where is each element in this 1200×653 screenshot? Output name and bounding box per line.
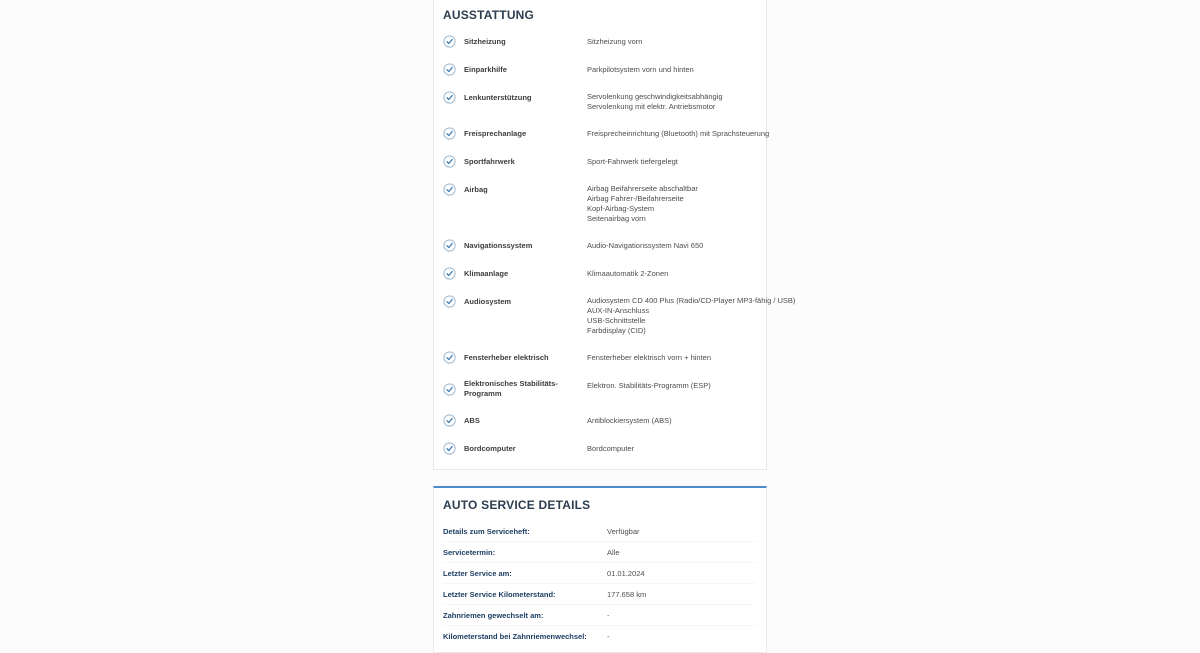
service-detail-list bbox=[443, 521, 756, 646]
feature-value-line: Airbag Fahrer-/Beifahrerseite bbox=[587, 194, 684, 203]
feature-row-left bbox=[443, 267, 587, 280]
check-circle-icon bbox=[443, 295, 456, 308]
feature-values bbox=[587, 379, 711, 391]
feature-value-line: USB-Schnittstelle bbox=[587, 316, 646, 325]
feature-row bbox=[443, 91, 756, 112]
feature-row-left bbox=[443, 442, 587, 455]
check-circle-icon bbox=[443, 63, 456, 76]
feature-label: Navigationssystem bbox=[464, 240, 533, 250]
feature-row bbox=[443, 442, 756, 455]
feature-label: Airbag bbox=[464, 184, 488, 194]
feature-value-line: Airbag Beifahrerseite abschaltbar bbox=[587, 184, 698, 193]
service-detail-label: Letzter Service am: bbox=[443, 568, 512, 578]
feature-value-line: Klimaautomatik 2-Zonen bbox=[587, 269, 669, 278]
feature-value-line: Sport-Fahrwerk tiefergelegt bbox=[587, 157, 678, 166]
feature-row bbox=[443, 35, 756, 48]
feature-row-left bbox=[443, 183, 587, 196]
check-circle-icon bbox=[443, 239, 456, 252]
service-detail-row bbox=[443, 584, 756, 605]
feature-value-line: Sitzheizung vorn bbox=[587, 37, 643, 46]
service-detail-label: Zahnriemen gewechselt am: bbox=[443, 610, 544, 620]
feature-value-line: Audiosystem CD 400 Plus (Radio/CD-Player MP3-fähig / USB) bbox=[587, 296, 796, 305]
service-detail-value: Alle bbox=[607, 547, 620, 557]
service-detail-row bbox=[443, 542, 756, 563]
feature-values bbox=[587, 351, 711, 363]
feature-row-left bbox=[443, 63, 587, 76]
feature-row bbox=[443, 351, 756, 364]
feature-values bbox=[587, 35, 642, 47]
feature-row-left bbox=[443, 379, 587, 399]
feature-row-left bbox=[443, 351, 587, 364]
feature-row bbox=[443, 127, 770, 140]
feature-row bbox=[443, 239, 756, 252]
feature-values bbox=[587, 295, 795, 336]
feature-row-left bbox=[443, 127, 587, 140]
equipment-card bbox=[433, 0, 796, 470]
feature-values bbox=[587, 91, 723, 112]
feature-row-left bbox=[443, 239, 587, 252]
feature-value-line: Audio-Navigationssystem Navi 650 bbox=[587, 241, 704, 250]
feature-values bbox=[587, 414, 672, 426]
service-section-title: AUTO SERVICE DETAILS bbox=[443, 498, 591, 512]
check-circle-icon bbox=[443, 383, 456, 396]
feature-row bbox=[443, 379, 756, 399]
feature-label: Audiosystem bbox=[464, 296, 512, 306]
feature-value-line: Parkpilotsystem vorn und hinten bbox=[587, 65, 694, 74]
feature-row bbox=[443, 295, 796, 336]
feature-row-left bbox=[443, 91, 587, 104]
feature-label: Freisprechanlage bbox=[464, 128, 527, 138]
check-circle-icon bbox=[443, 127, 456, 140]
check-circle-icon bbox=[443, 155, 456, 168]
service-detail-value: 177.658 km bbox=[607, 589, 647, 599]
feature-row-left bbox=[443, 295, 587, 308]
service-detail-value: 01.01.2024 bbox=[607, 568, 645, 578]
service-detail-label: Letzter Service Kilometerstand: bbox=[443, 589, 556, 599]
feature-label: Lenkunterstützung bbox=[464, 92, 532, 102]
feature-row-left bbox=[443, 155, 587, 168]
service-detail-row bbox=[443, 563, 756, 584]
service-detail-row bbox=[443, 605, 756, 626]
check-circle-icon bbox=[443, 183, 456, 196]
vehicle-details-column bbox=[433, 0, 796, 653]
feature-label: Bordcomputer bbox=[464, 443, 516, 453]
feature-row-left bbox=[443, 35, 587, 48]
service-detail-value: Verfügbar bbox=[607, 526, 640, 536]
feature-value-line: Freisprecheinrichtung (Bluetooth) mit Sprachsteuerung bbox=[587, 129, 770, 138]
feature-row bbox=[443, 414, 756, 427]
service-detail-label: Servicetermin: bbox=[443, 547, 496, 557]
feature-value-line: AUX-IN-Anschluss bbox=[587, 306, 650, 315]
feature-values bbox=[587, 239, 703, 251]
feature-label: Einparkhilfe bbox=[464, 64, 507, 74]
feature-label: Elektronisches Stabilitäts-Programm bbox=[464, 379, 558, 398]
feature-value-line: Bordcomputer bbox=[587, 444, 635, 453]
feature-value-line: Kopf-Airbag-System bbox=[587, 204, 655, 213]
feature-label: Sportfahrwerk bbox=[464, 156, 515, 166]
service-detail-label: Kilometerstand bei Zahnriemenwechsel: bbox=[443, 631, 587, 641]
feature-values bbox=[587, 183, 698, 224]
feature-value-line: Elektron. Stabilitäts-Programm (ESP) bbox=[587, 381, 711, 390]
feature-row bbox=[443, 63, 756, 76]
feature-values bbox=[587, 155, 678, 167]
check-circle-icon bbox=[443, 91, 456, 104]
check-circle-icon bbox=[443, 414, 456, 427]
feature-list bbox=[443, 35, 796, 455]
feature-value-line: Antiblockiersystem (ABS) bbox=[587, 416, 672, 425]
service-details-card bbox=[433, 486, 767, 653]
feature-values bbox=[587, 63, 694, 75]
service-detail-value: - bbox=[607, 631, 610, 641]
feature-row-left bbox=[443, 414, 587, 427]
feature-value-line: Servolenkung mit elektr. Antriebsmotor bbox=[587, 102, 716, 111]
service-detail-row bbox=[443, 521, 756, 542]
feature-values bbox=[587, 267, 668, 279]
feature-value-line: Farbdisplay (CID) bbox=[587, 326, 646, 335]
feature-label: Fensterheber elektrisch bbox=[464, 352, 549, 362]
feature-values bbox=[587, 127, 769, 139]
service-detail-value: - bbox=[607, 610, 610, 620]
service-detail-label: Details zum Serviceheft: bbox=[443, 526, 530, 536]
feature-label: Sitzheizung bbox=[464, 36, 506, 46]
feature-label: ABS bbox=[464, 415, 480, 425]
check-circle-icon bbox=[443, 351, 456, 364]
check-circle-icon bbox=[443, 442, 456, 455]
feature-row bbox=[443, 155, 756, 168]
service-detail-row bbox=[443, 626, 756, 646]
equipment-section-title: AUSSTATTUNG bbox=[443, 8, 535, 22]
feature-row bbox=[443, 267, 756, 280]
feature-row bbox=[443, 183, 756, 224]
feature-values bbox=[587, 442, 634, 454]
feature-value-line: Seitenairbag vorn bbox=[587, 214, 646, 223]
check-circle-icon bbox=[443, 267, 456, 280]
feature-value-line: Servolenkung geschwindigkeitsabhängig bbox=[587, 92, 723, 101]
feature-value-line: Fensterheber elektrisch vorn + hinten bbox=[587, 353, 712, 362]
check-circle-icon bbox=[443, 35, 456, 48]
feature-label: Klimaanlage bbox=[464, 268, 509, 278]
